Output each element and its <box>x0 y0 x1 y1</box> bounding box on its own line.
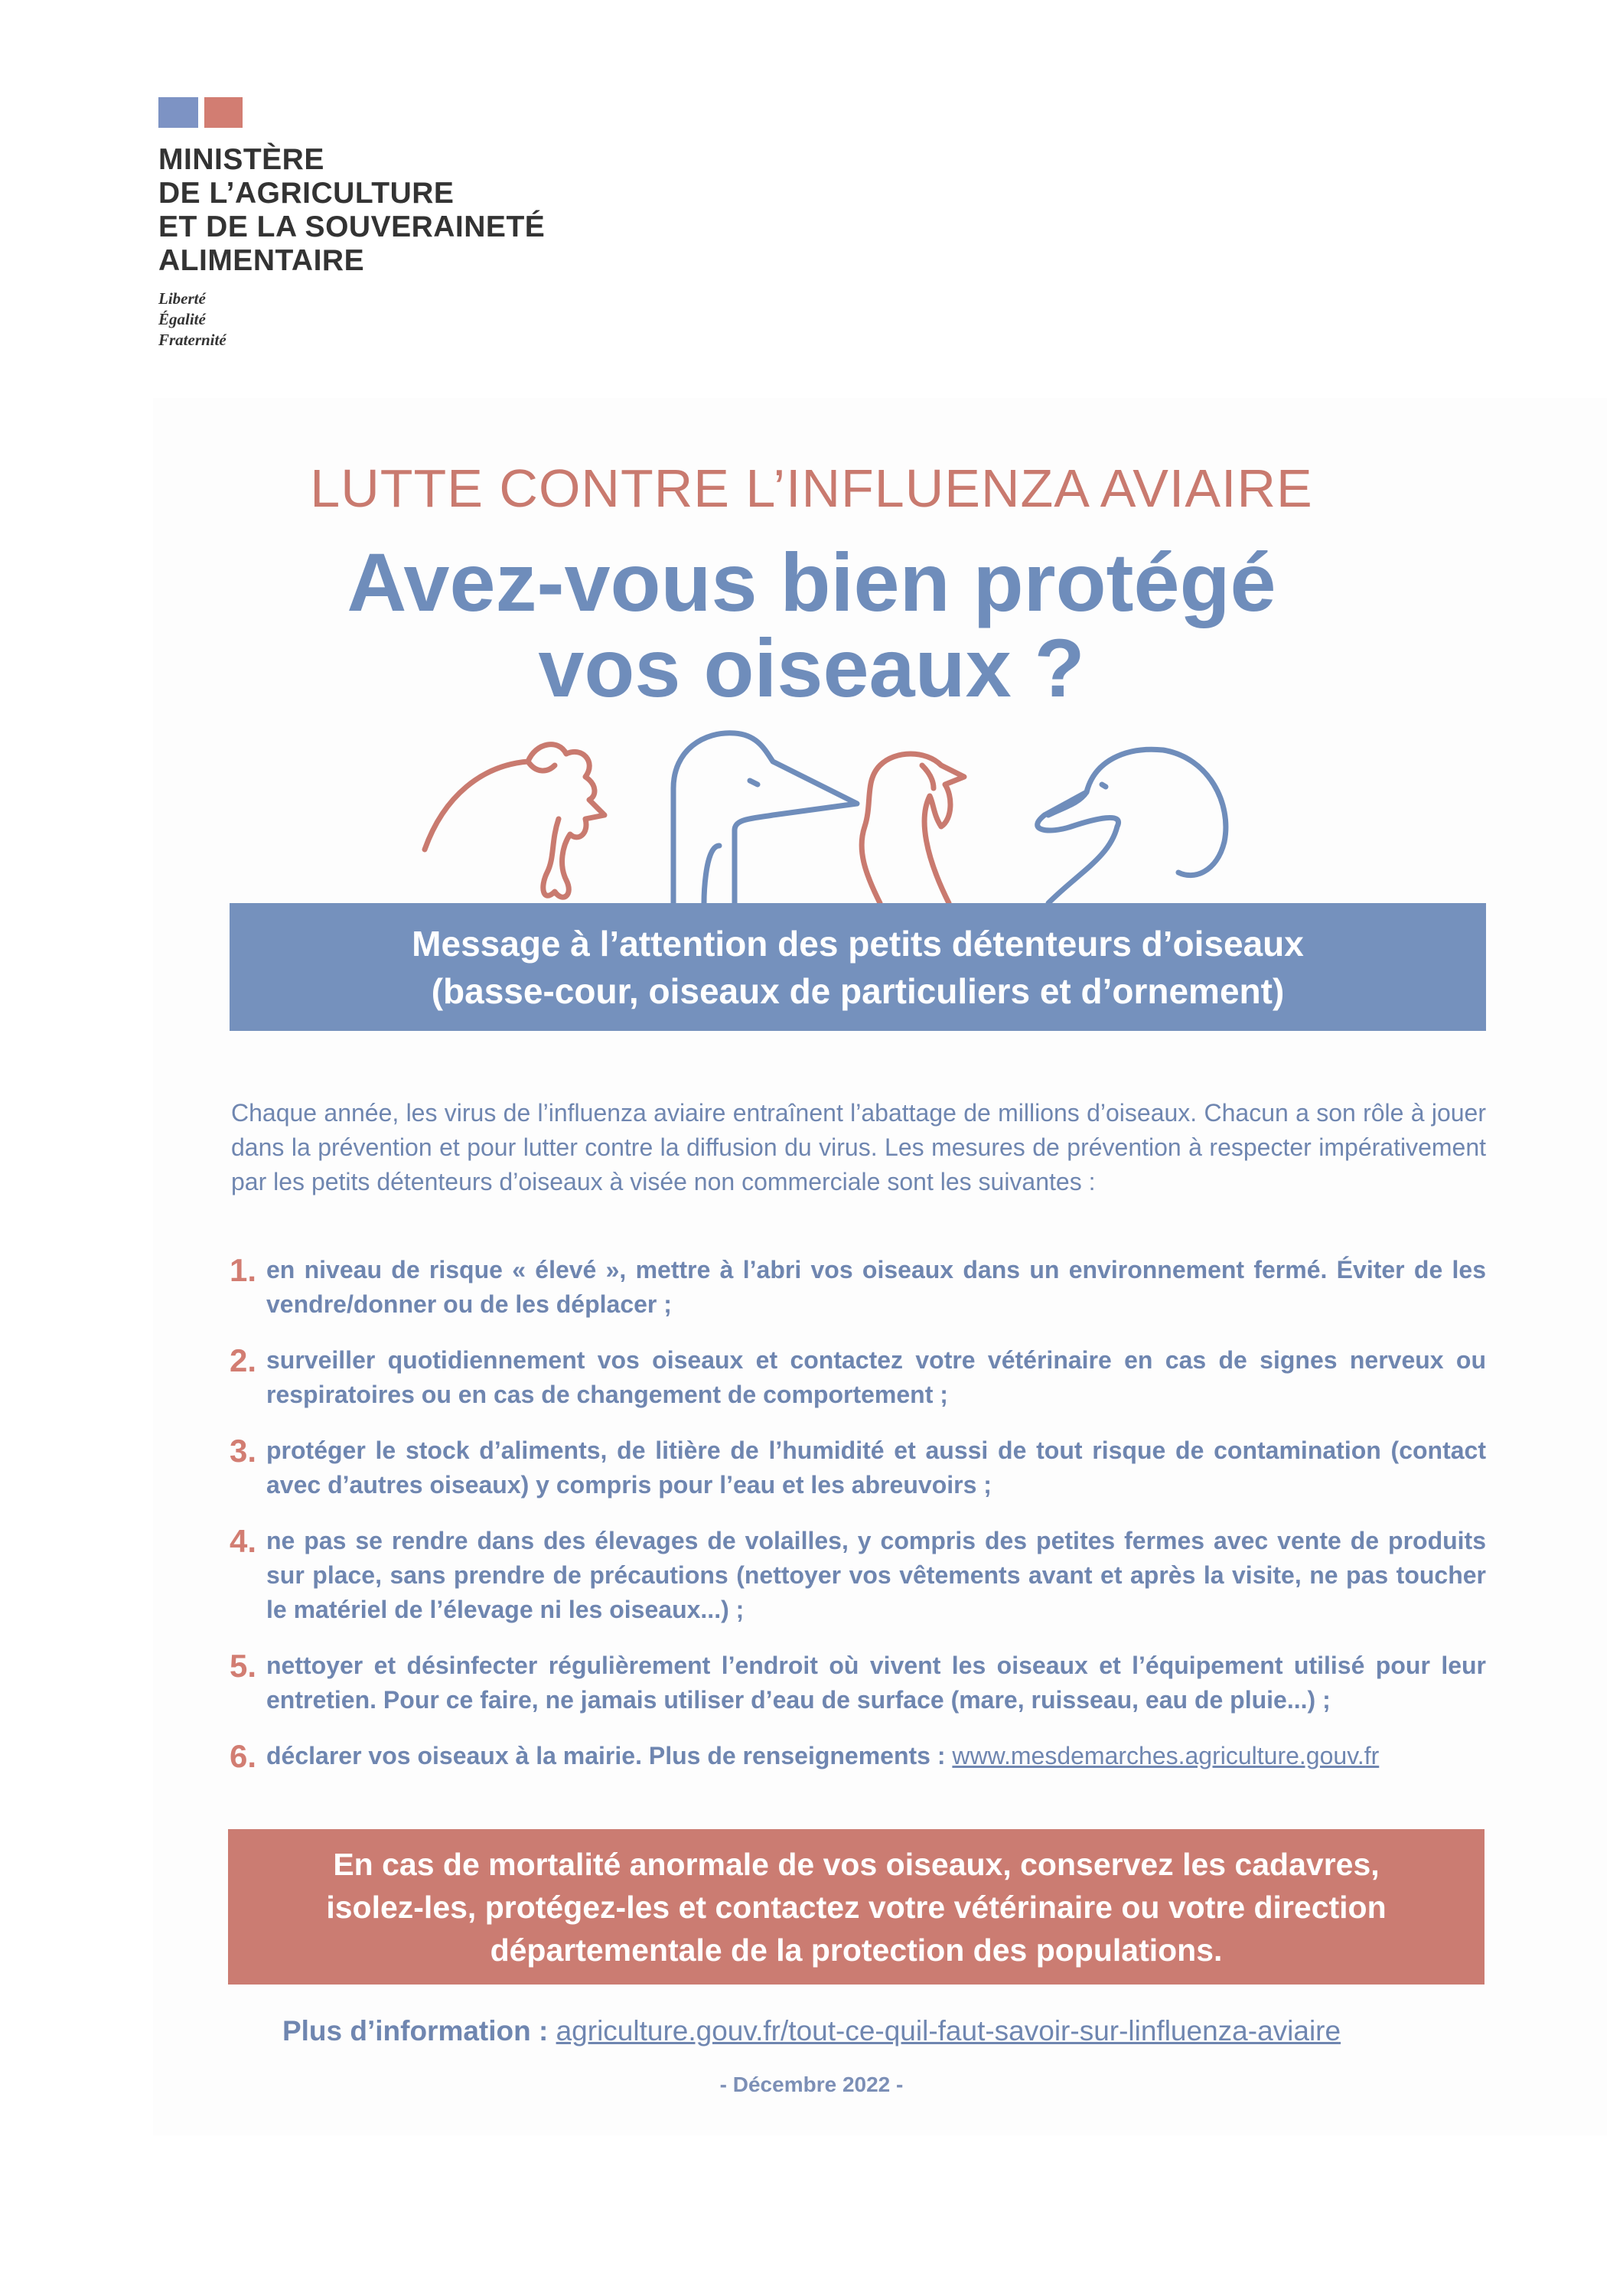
goose-icon <box>673 733 857 903</box>
item-number: 3. <box>230 1433 257 1469</box>
item-text: ne pas se rendre dans des élevages de volailles, y compris des petites fermes avec vente de produits sur place, sans prendre de précautions (nettoyer vos vêtements avant et après la visite, ne pas toucher le matériel de l’élevage ni les oiseaux...) ; <box>266 1527 1486 1623</box>
intro-paragraph: Chaque année, les virus de l’influenza aviaire entraînent l’abattage de millions d’oiseaux. Chacun a son rôle à jouer dans la prévention et pour lutter contre la diffusion du virus. Les mesures de prévention à respecter impérativement par les petits détenteurs d’oiseaux à visée non commerciale sont les suivantes : <box>231 1099 1486 1195</box>
item-text: nettoyer et désinfecter régulièrement l’endroit où vivent les oiseaux et l’équipement utilisé pour leur entretien. Pour ce faire, ne jamais utiliser d’eau de surface (mare, ruisseau, eau de pluie...) ; <box>266 1652 1486 1714</box>
motto-line: Liberté <box>158 289 206 308</box>
more-information-link[interactable]: agriculture.gouv.fr/tout-ce-quil-faut-savoir-sur-linfluenza-aviaire <box>556 2015 1341 2047</box>
motto-line: Égalité <box>158 310 206 328</box>
audience-banner <box>230 903 1486 1031</box>
more-information-label: Plus d’information : <box>282 2015 556 2047</box>
headline-line: Avez-vous bien protégé <box>347 536 1276 628</box>
duck-icon <box>1038 749 1226 903</box>
item-number: 6. <box>230 1738 257 1774</box>
item-text: en niveau de risque « élevé », mettre à l’abri vos oiseaux dans un environnement fermé. Éviter de les vendre/donner ou de les déplacer ; <box>266 1256 1486 1318</box>
alert-line: isolez-les, protégez-les et contactez votre vétérinaire ou votre direction <box>326 1889 1387 1925</box>
ministry-logo <box>158 97 545 351</box>
banner-line: (basse-cour, oiseaux de particuliers et d’ornement) <box>431 970 1285 1011</box>
marianne-flag-icon <box>158 97 243 128</box>
list-item <box>230 1649 1486 1717</box>
list-item <box>230 1343 1486 1412</box>
item-number: 5. <box>230 1648 257 1684</box>
ministry-line: DE L’AGRICULTURE <box>158 177 455 210</box>
birds-illustration <box>413 719 1270 907</box>
item-text: protéger le stock d’aliments, de litière de l’humidité et aussi de tout risque de contamination (contact avec d’autres oiseaux) y compris pour l’eau et les abreuvoirs ; <box>266 1437 1486 1499</box>
alert-line: départementale de la protection des populations. <box>490 1932 1223 1968</box>
turkey-icon <box>862 754 964 903</box>
list-item <box>230 1739 1486 1773</box>
kicker-title: LUTTE CONTRE L’INFLUENZA AVIAIRE <box>310 458 1313 518</box>
item-text <box>266 1739 1379 1773</box>
headline-line: vos oiseaux ? <box>538 621 1085 714</box>
motto-line: Fraternité <box>158 331 227 349</box>
banner-line: Message à l’attention des petits détenteurs d’oiseaux <box>412 923 1304 964</box>
headline <box>0 536 1623 714</box>
item-text-body: déclarer vos oiseaux à la mairie. Plus de renseignements : <box>266 1742 953 1769</box>
item-number: 1. <box>230 1252 257 1288</box>
more-information <box>0 2015 1623 2047</box>
list-item <box>230 1433 1486 1502</box>
list-item <box>230 1253 1486 1322</box>
list-item <box>230 1524 1486 1627</box>
publication-date: - Décembre 2022 - <box>719 2073 904 2096</box>
chicken-icon <box>425 745 605 898</box>
item-number: 2. <box>230 1342 257 1378</box>
ministry-line: MINISTÈRE <box>158 143 324 176</box>
item-number: 4. <box>230 1523 257 1559</box>
mesdemarches-link[interactable]: www.mesdemarches.agriculture.gouv.fr <box>952 1742 1380 1769</box>
item-text: surveiller quotidiennement vos oiseaux et contactez votre vétérinaire en cas de signes nerveux ou respiratoires ou en cas de changement de comportement ; <box>266 1346 1486 1408</box>
alert-line: En cas de mortalité anormale de vos oiseaux, conservez les cadavres, <box>333 1846 1380 1882</box>
ministry-line: ET DE LA SOUVERAINETÉ <box>158 210 546 243</box>
prevention-measures-list <box>230 1253 1486 1795</box>
mortality-alert-banner <box>228 1829 1484 1985</box>
motto <box>158 289 545 351</box>
ministry-line: ALIMENTAIRE <box>158 244 365 277</box>
ministry-name <box>158 143 545 278</box>
